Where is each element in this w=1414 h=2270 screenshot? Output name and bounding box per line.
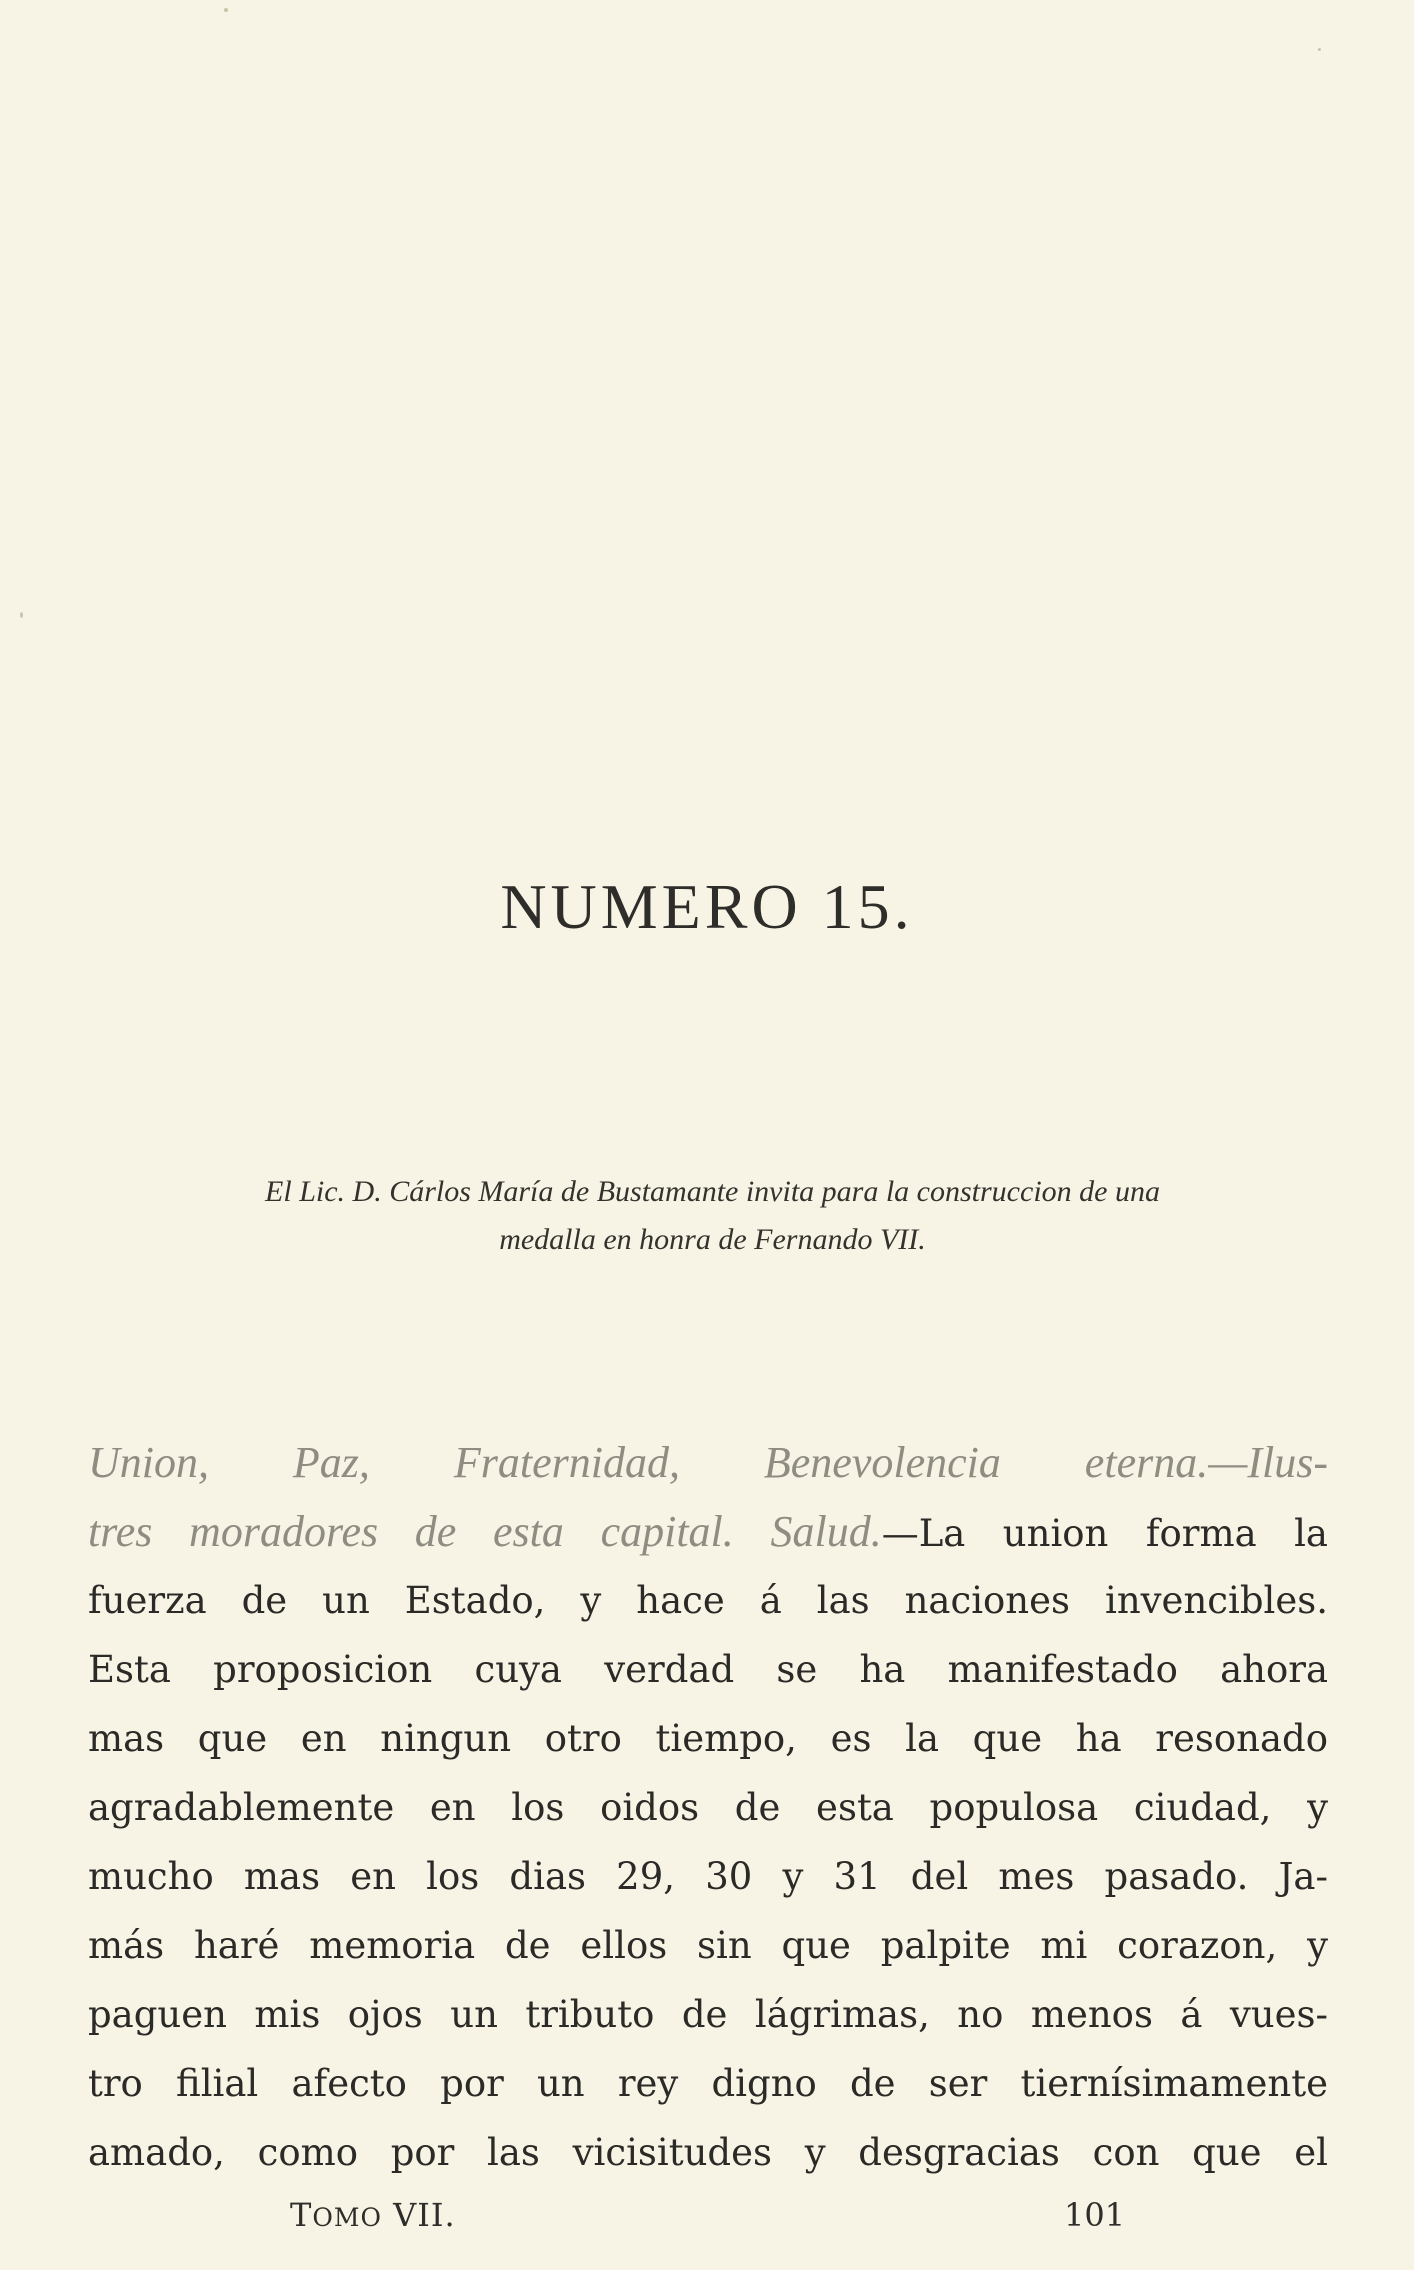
volume-number: VII. bbox=[393, 2196, 456, 2234]
body-line bbox=[88, 1428, 1328, 1497]
paper-speck bbox=[20, 612, 23, 618]
body-line: amado, como por las vicisitudes y desgracias con que el bbox=[88, 2131, 1328, 2174]
body-text-run: —La union forma la bbox=[881, 1512, 1328, 1555]
body-line: fuerza de un Estado, y hace á las naciones invencibles. bbox=[88, 1579, 1328, 1622]
volume-label bbox=[290, 2196, 456, 2234]
page-footer bbox=[0, 2196, 1414, 2246]
body-line: agradablemente en los oidos de esta populosa ciudad, y bbox=[88, 1786, 1328, 1829]
body-line: mucho mas en los dias 29, 30 y 31 del mes pasado. Ja- bbox=[88, 1855, 1328, 1898]
body-line: tro filial afecto por un rey digno de ser tiernísimamente bbox=[88, 2062, 1328, 2105]
body-line: Esta proposicion cuya verdad se ha manifestado ahora bbox=[88, 1648, 1328, 1691]
body-line: más haré memoria de ellos sin que palpite mi corazon, y bbox=[88, 1924, 1328, 1967]
paper-speck bbox=[224, 8, 228, 12]
body-line bbox=[88, 1497, 1328, 1566]
volume-label-initial: T bbox=[290, 2196, 313, 2234]
body-paragraph bbox=[88, 1428, 1328, 2187]
italic-salutation: tres moradores de esta capital. Salud. bbox=[88, 1507, 882, 1556]
volume-label-smallcaps: OMO bbox=[312, 2203, 382, 2232]
section-subtitle bbox=[150, 1168, 1275, 1264]
subtitle-line: medalla en honra de Fernando VII. bbox=[499, 1223, 926, 1256]
paper-speck bbox=[1318, 48, 1321, 51]
body-line: paguen mis ojos un tributo de lágrimas, no menos á vues- bbox=[88, 1993, 1328, 2036]
section-heading: NUMERO 15. bbox=[500, 871, 914, 942]
subtitle-line: El Lic. D. Cárlos María de Bustamante invita para la construccion de una bbox=[265, 1175, 1160, 1208]
page-number: 101 bbox=[1064, 2196, 1126, 2234]
body-line: mas que en ningun otro tiempo, es la que ha resonado bbox=[88, 1717, 1328, 1760]
italic-salutation: Union, Paz, Fraternidad, Benevolencia eterna.—Ilus- bbox=[88, 1438, 1328, 1487]
